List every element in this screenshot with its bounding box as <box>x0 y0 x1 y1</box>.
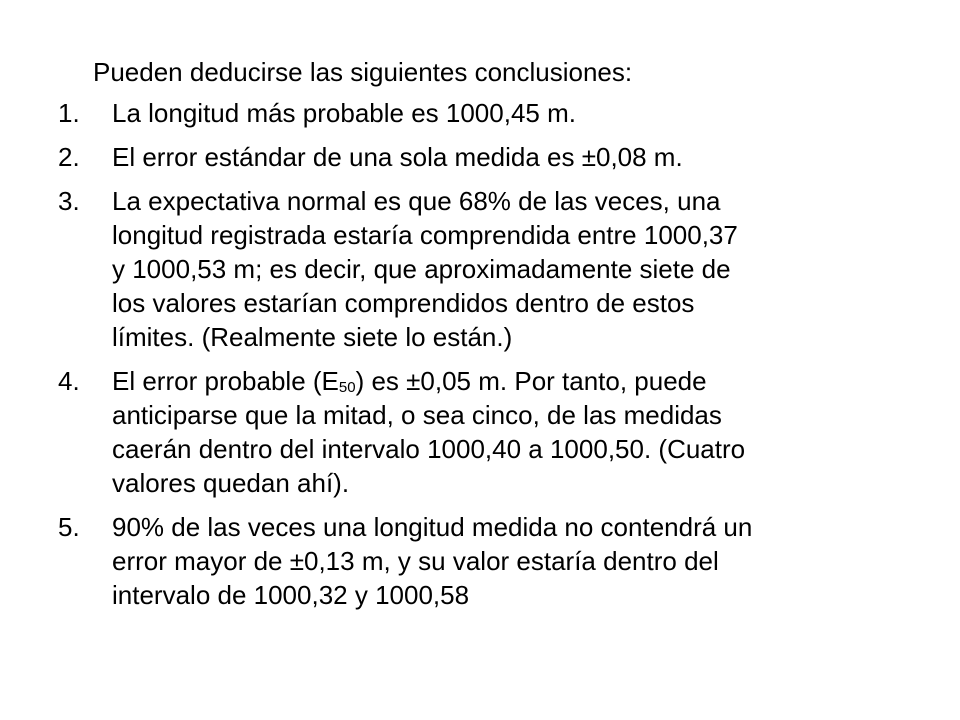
list-item-3 <box>58 184 918 354</box>
item-number: 4. <box>58 366 80 396</box>
item-number: 5. <box>58 512 80 542</box>
text-line: longitud registrada estaría comprendida entre 1000,37 <box>112 220 738 250</box>
text-line <box>112 364 918 398</box>
item-text <box>112 510 918 612</box>
text-line: La longitud más probable es 1000,45 m. <box>112 98 576 128</box>
list-item-4 <box>58 364 918 500</box>
subscript: 50 <box>338 379 356 396</box>
text-line: La expectativa normal es que 68% de las veces, una <box>112 186 721 216</box>
conclusions-list <box>58 96 918 622</box>
list-item-5 <box>58 510 918 612</box>
text-line: 90% de las veces una longitud medida no contendrá un <box>112 512 753 542</box>
text-line: y 1000,53 m; es decir, que aproximadamente siete de <box>112 254 731 284</box>
item-text <box>112 364 918 500</box>
item-number: 2. <box>58 142 80 172</box>
list-item-1 <box>58 96 918 130</box>
item-text <box>112 184 918 354</box>
text-line: error mayor de ±0,13 m, y su valor estaría dentro del <box>112 546 719 576</box>
item-number: 3. <box>58 186 80 216</box>
text-line: anticiparse que la mitad, o sea cinco, de las medidas <box>112 400 722 430</box>
text-line: caerán dentro del intervalo 1000,40 a 1000,50. (Cuatro <box>112 434 746 464</box>
item-text <box>112 140 918 174</box>
text-segment: ) es ±0,05 m. Por tanto, puede <box>355 366 707 396</box>
item-number: 1. <box>58 98 80 128</box>
item-text <box>112 96 918 130</box>
intro-text: Pueden deducirse las siguientes conclusiones: <box>93 57 633 87</box>
list-item-2 <box>58 140 918 174</box>
text-line: valores quedan ahí). <box>112 468 350 498</box>
text-line: límites. (Realmente siete lo están.) <box>112 322 513 352</box>
text-line: El error estándar de una sola medida es ±0,08 m. <box>112 142 683 172</box>
text-line: intervalo de 1000,32 y 1000,58 <box>112 580 470 610</box>
text-segment: El error probable (E <box>112 366 339 396</box>
text-line: los valores estarían comprendidos dentro de estos <box>112 288 695 318</box>
